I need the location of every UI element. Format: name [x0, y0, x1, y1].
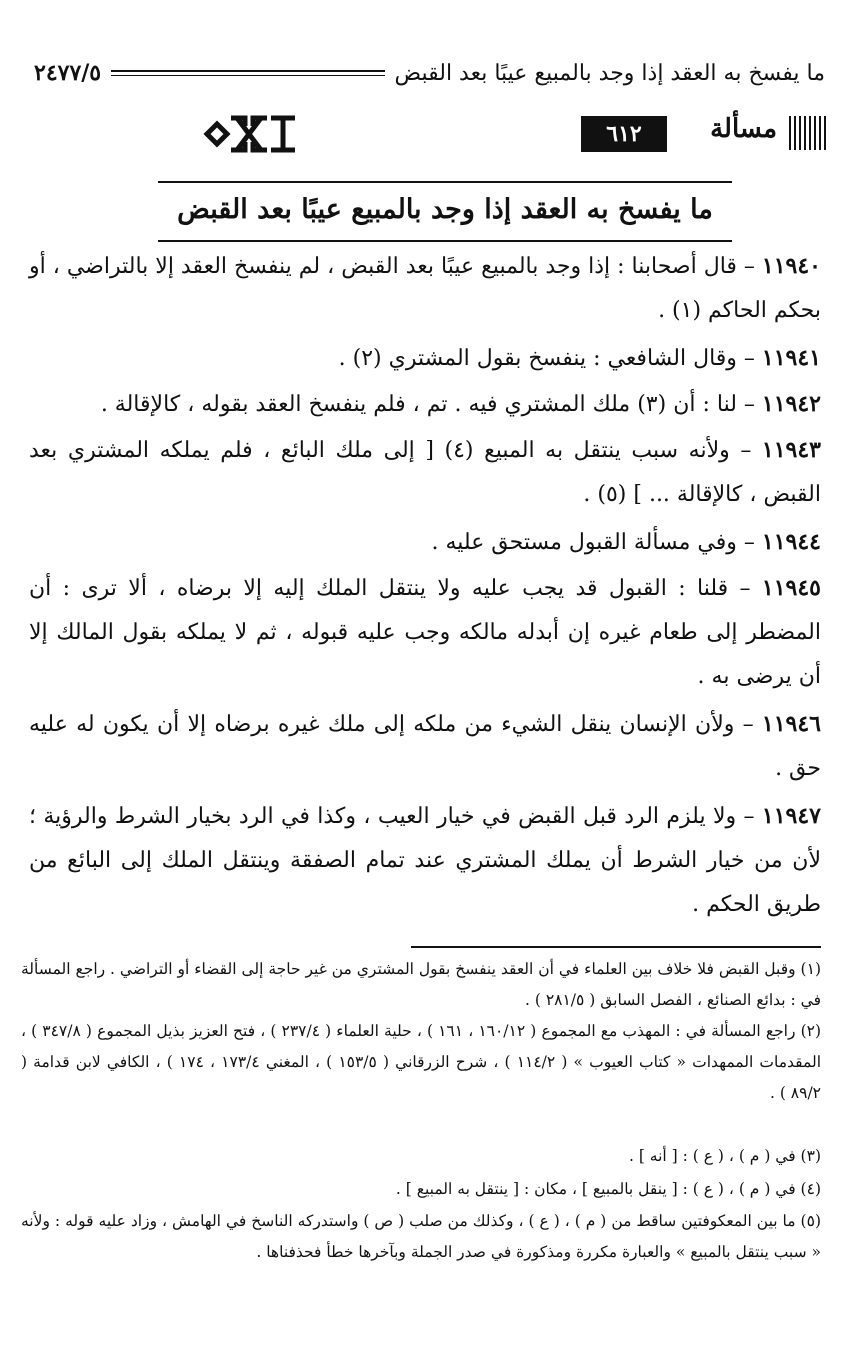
paragraph-11941: [29, 336, 821, 381]
ornament-icon: [199, 112, 299, 156]
paragraph-number: ١١٩٤١: [761, 345, 821, 371]
paragraph-text: – ولأن الإنسان ينقل الشيء من ملكه إلى ملك غيره برضاه إلا أن يكون له عليه حق .: [29, 712, 821, 781]
paragraph-11946: [29, 702, 821, 791]
page-number: ٢٤٧٧/٥: [34, 60, 102, 86]
paragraph-number: ١١٩٤٧: [761, 803, 821, 829]
paragraph-text: – لنا : أن (٣) ملك المشتري فيه . تم ، فلم ينفسخ العقد بقوله ، كالإقالة .: [100, 392, 762, 417]
running-header: [34, 56, 825, 90]
paragraph-11942: [29, 382, 821, 427]
footnote-4: (٤) في ( م ) ، ( ع ) : [ ينقل بالمبيع ] ، مكان : [ ينتقل به المبيع ] .: [395, 1180, 821, 1198]
masala-label: مسألة: [710, 114, 777, 144]
footnote-2: (٢) راجع المسألة في : المهذب مع المجموع ( ١٦٠/١٢ ، ١٦١ ) ، حلية العلماء ( ٢٣٧/٤ ) ، فتح العزيز بذيل المجموع ( ٣٤٧/٨ ) ، المقدمات الممهدات « كتاب العيوب » ( ١١٤/٢ ) ، شرح الزرقاني ( ١٥٣/٥ ) ، المغني ١٧٣/٤ ، ١٧٤ ) ، الكافي لابن قدامة ( ٨٩/٢ ) .: [21, 1022, 822, 1102]
title-rule-bottom: [158, 240, 732, 242]
paragraph-text: – وفي مسألة القبول مستحق عليه .: [431, 530, 762, 555]
paragraph-number: ١١٩٤٥: [761, 575, 821, 601]
paragraph-11944: [29, 520, 821, 565]
title-rule-top: [158, 181, 732, 183]
masala-number-box: ٦١٢: [581, 116, 667, 152]
paragraph-text: – قلنا : القبول قد يجب عليه ولا ينتقل الملك إليه إلا برضاه ، ألا ترى : أن المضطر إلى طعام غيره إن أبدله مالكه وجب عليه قبوله ، ثم لا يملكه بقول المالك إلا أن يرضى به .: [29, 576, 821, 689]
paragraph-text: – ولأنه سبب ينتقل به المبيع (٤) [ إلى ملك البائع ، فلم يملكه المشتري بعد القبض ، كالإقالة ... ] (٥) .: [29, 438, 821, 507]
paragraph-11940: [29, 244, 821, 333]
paragraph-11947: [29, 794, 821, 927]
paragraph-number: ١١٩٤٢: [761, 391, 821, 417]
paragraph-number: ١١٩٤٣: [761, 437, 821, 463]
paragraph-text: – وقال الشافعي : ينفسخ بقول المشتري (٢) .: [338, 346, 762, 371]
paragraph-number: ١١٩٤٠: [761, 253, 821, 279]
footnote-5: (٥) ما بين المعكوفتين ساقط من ( م ) ، ( ع ) ، وكذلك من صلب ( ص ) واستدركه الناسخ في الهامش ، وزاد عليه قوله : ولأنه « سبب ينتقل بالمبيع » والعبارة مكررة ومذكورة في صدر الجملة وبآخرها خطأ فحذفناها .: [21, 1212, 821, 1261]
footnote-3: (٣) في ( م ) ، ( ع ) : [ أنه ] .: [628, 1147, 821, 1165]
footnote-1: (١) وقبل القبض فلا خلاف بين العلماء في أن العقد ينفسخ بقول المشتري من غير حاجة إلى القضاء أو التراضي . راجع المسألة في : بدائع الصنائع ، الفصل السابق ( ٢٨١/٥ ) .: [21, 960, 821, 1009]
header-rule: [111, 70, 384, 76]
masala-heading: [29, 112, 829, 156]
paragraph-number: ١١٩٤٤: [761, 529, 821, 555]
footnote-separator: [411, 946, 821, 948]
paragraph-number: ١١٩٤٦: [761, 711, 821, 737]
paragraph-11943: [29, 428, 821, 517]
issue-title: ما يفسخ به العقد إذا وجد بالمبيع عيبًا بعد القبض: [177, 194, 713, 225]
paragraph-11945: [29, 566, 821, 699]
paragraph-text: – قال أصحابنا : إذا وجد بالمبيع عيبًا بعد القبض ، لم ينفسخ العقد إلا بالتراضي ، أو بحكم الحاكم (١) .: [29, 254, 821, 323]
vertical-bars-ornament: [789, 116, 829, 150]
running-title: ما يفسخ به العقد إذا وجد بالمبيع عيبًا بعد القبض: [394, 60, 825, 86]
paragraph-text: – ولا يلزم الرد قبل القبض في خيار العيب ، وكذا في الرد بخيار الشرط والرؤية ؛ لأن من خيار الشرط أن يملك المشتري عند تمام الصفقة وينتقل الملك إلى البائع من طريق الحكم .: [29, 804, 821, 917]
